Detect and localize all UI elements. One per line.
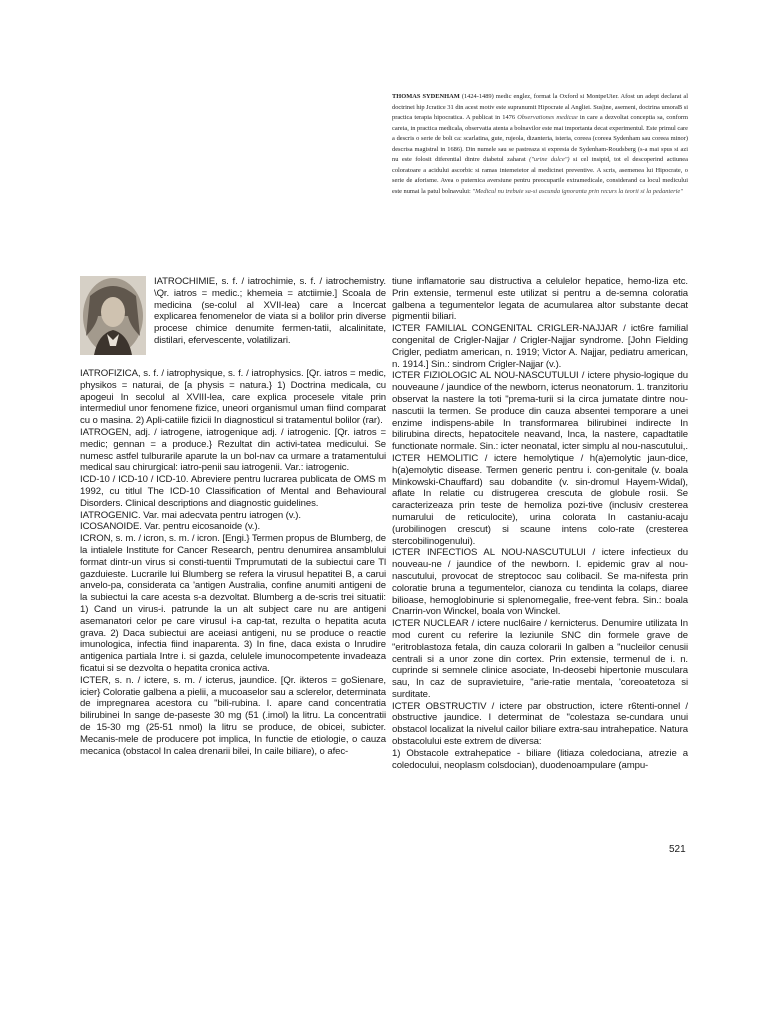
biography-box	[392, 92, 688, 197]
entry-icter: ICTER, s. n. / ictere, s. m. / icterus, jaundice. [Qr. ikteros = goSienare, icier} Coloratie galbena a pielii, a mucoaselor sau a sclerelor, determinata de impregnarea acestora cu "bili-rubina. I. apare cand concentratia bilirubinei In sange de-paseste 30 mg (51 (.imol) la litru. La concentratii de 15-30 mg (25-51 nmol) la litru se produce, de obicei, subicter. Mecanis-mele de producere pot implica, In functie de etiologie, o cauza mecanica (obstacol In calea drenarii bilei, In caile biliare), o afec-	[80, 674, 386, 757]
entry-iatrogenic: IATROGENIC. Var. mai adecvata pentru iatrogen (v.).	[80, 509, 301, 521]
left-top-column	[154, 276, 386, 347]
biography-text: (1424-1489) medic englez, format la Oxford si MontpeUier. Afost un adept declarat al doctrinei hip Jcratice 31 din acest motiv este supranumit Hipocrate al Angliei. Sus|ine, asemeni, doctrina umoraB si practica terapia hipocratica. A publicat in 1476	[392, 93, 688, 121]
entry-icron: ICRON, s. m. / icron, s. m. / icron. [Engi.} Termen propus de Blumberg, de la intialele Institute for Cancer Research, pentru denumirea ansamblului format dintr-un virus si consti-tuentii Tmprumutati de la subiectui care Tl gazduieste. Lucrarile lui Blumberg se refera la virusul hepatitei B, a carui anvelo-pa, considerata ca 'antigen Australia, confine anumiti antigeni de la subiectui la care acesta s-a dezvoltat. Blumberg a de-scris trei situatii: 1) Cand un virus-i. patrunde la un alt subject care nu are antigeni asemanatori celor pe care virusul i-a cap-tat, rezulta o hepatita acuta grava. 2) Daca subiectui are aceiasi antigeni, nu se produce o reactie imunologica, infectia fiind inaparenta. 3) In fine, daca exista o Inrudire antigenica partiala Intre i. si gazda, celulele imunocompetente invadeaza ficatui si se dezvolta o hepatita cronica activa.	[80, 533, 386, 674]
entry-icter-nuclear: ICTER NUCLEAR / ictere nucl6aire / kernicterus. Denumire utilizata In mod curent cu referire la leziunile SNC din formele grave de "eritroblastoza fetala, din cauza colorarii In galben a "nucleilor cenusii centrali si a unor zone din cortex. Prin extensie, termenul de i. n. cuprinde si semnele clinice asociate, In-deosebi hipertonie musculara sau, In caz de supravietuire, "arie-ratie mentala, 'coreoatetoza si surditate.	[392, 618, 688, 700]
entry-icosanoide: ICOSANOIDE. Var. pentru eicosanoide (v.).	[80, 521, 261, 533]
entry-iatrochimie: IATROCHIMIE, s. f. / iatrochimie, s. f. / iatrochemistry. \Qr. iatros = medic.; khemeia = atctiimie.] Scoala de medicina (se-colul al XVII-lea) care a Incercat explicarea fenomenelor de viata si a bolilor prin diverse procese chimice denumite fermen-tatii, alcalinitate, distilari, efervescente, volatilizari.	[154, 276, 386, 346]
entry-icter-obstructiv: ICTER OBSTRUCTIV / ictere par obstruction, ictere r6tenti-onnel / obstructive jaundice. I determinat de "colestaza se-cundara unui obstacol localizat la nivelul cailor biliare extra-sau intrahepatice. Natura obstacolului este extrem de diversa:	[392, 700, 688, 748]
entry-iatrofizica: IATROFIZICA, s. f. / iatrophysique, s. f. / iatrophysics. [Qr. iatros = medic, physikos = naturai, de [a physis = natura.} 1) Doctrina medicala, cu apogeui In secolul al XVIII-lea, care explica procesele vitale prin intermediul unor fenomene fizice, uneori organismul uman fiind comparat cu o masina. 2) Apli-catiile fizicii In diagnosticul si tratamentul bolilor (rar).	[80, 368, 386, 427]
entry-iatrogen: IATROGEN, adj. / iatrogene, iatrogenique adj. / iatrogenic. [Qr. iatros = medic; gennan = a produce.} Rezultat din activi-tatea medicului. Se numesc astfel tulburarile aparute la un bol-nav ca urmare a tratamentului medical sau chirurgical: iatro-penii sau iatrogenii. Var.: iatrogenic.	[80, 426, 386, 474]
entry-icter-infectios: ICTER INFECTIOS AL NOU-NASCUTULUI / ictere infectieux du nouveau-ne / jaundice of the newborn. I. epidemic grav al nou-nascutului, provocat de streptococ sau colibacil. Se ma-nifesta prin coloratie bruna a tegumentelor, cianoza cu tendinta la colaps, diaree bilioase, hemoglobinurie si splenomegalie, free-vent febra. Sin.: boala Cnarrin-von Winckel, boala von Winckel.	[392, 547, 688, 618]
biography-quote-2: "Medicul nu trebuie sa-si ascunda ignoranta prin recurs la teorii si la pedanterie"	[472, 187, 683, 195]
biography-quote: ("urine dulce")	[529, 156, 570, 163]
page-number: 521	[669, 844, 686, 855]
left-column	[80, 368, 386, 757]
entry-icter-continued: tiune inflamatorie sau distructiva a celulelor hepatice, hemo-liza etc. Prin extensie, termenul este utilizat si pentru a de-semna coloratia galbena a tegumentelor legata de acumularea altor substante decat pigmentii biliari.	[392, 276, 688, 323]
biography-name: THOMAS SYDENHAM	[392, 93, 460, 100]
biography-text-3: si cel insipid, tot el descoperind actiunea coloratoare a acidului ascorbic si ramas intemeietor al medicinei preventive. A scris, asemenea lui Hipocrate, o serie de aforisme. Avea o puternica aversiune pentru preocuparile extramedicale, considerand ca locul medicului este numai la patul bolnavului:	[392, 156, 688, 195]
biography-title: Observationes medicae	[517, 114, 578, 121]
entry-icter-fiziologic: ICTER FIZIOLOGIC AL NOU-NASCUTULUI / ictere physio-logique du nouveaune / jaundice of the newborn, icterus neonatorum. 1. tranzitoriu observat la nastere la toti "prema-turii si la circa jumatate dintre nou-nascutii la termen. Se produce din cauza absentei temporare a unei enzime indispens-abile In transformarea bilirubinei indirecte In bilirubina directs, hepatocitele neavand, Inca, la nastere, capadtatile functionate normale. Sin.: icter neonatal, icter simplu al nou-nascutului,.	[392, 370, 688, 453]
biography-text-2: in care a dezvoltat conceptia sa, conform careia, in practica medicala, observatia atenta a bolnavilor este mai importanta decat experimentul. Este primul care a descris o serie de boli ca: scarlatina, gute, rujeola, dizanteria, isteria, coreea (coreea Sydenham sau coreea minor) descrisa magistral in 1686). Din numele sau se pastreaza si expresia de Sydenham-Roudsberg (s-a mai spus si azi nu este folosit diferential dintre diabetul zaharat	[392, 114, 688, 163]
portrait-engraving-icon	[80, 276, 146, 355]
entry-icd-10: ICD-10 / ICD-10 / ICD-10. Abreviere pentru lucrarea publicata de OMS m 1992, cu titlul The ICD-10 Classification of Mental and Behavioural Disorders. Clinical descriptions and diagnostic guidelines.	[80, 474, 386, 509]
right-column	[392, 276, 688, 771]
entry-icter-familial: ICTER FAMILIAL CONGENITAL CRIGLER-NAJJAR / ict6re familial congenital de Crigler-Najjar / Crigler-Najjar syndrome. [John Fielding Crigler, pediatm american, n. 1919; Victor A. Najjar, pediatru american, n. 1914.] Sin.: sindrom Crigler-Najjar (v.).	[392, 323, 688, 370]
entry-icter-obstructiv-list: 1) Obstacole extrahepatice - biliare (litiaza coledociana, atrezie a coledocului, neoplasm colsdocian), duodenoampulare (ampu-	[392, 747, 688, 771]
entry-icter-hemolitic: ICTER HEMOLITIC / ictere hemolytique / h(a)emolytic jaun-dice, h(a)emolytic disease. Termen generic pentru i. con-genitale (v. boala Minkowski-Chauffard) sau dobandite (v. sin-dromul Hayem-Widal), aflate In relatie cu distrugerea crescuta de globule rosii. Se caracterizeaza prin teste de hemoliza pozi-tive (inclusiv cresterea numarului de reticulocite), urina colorata In castaniu-acaju (urobilinogen crescut) si scaune intens colo-rate (cresterea stercobilinogenului).	[392, 452, 688, 547]
